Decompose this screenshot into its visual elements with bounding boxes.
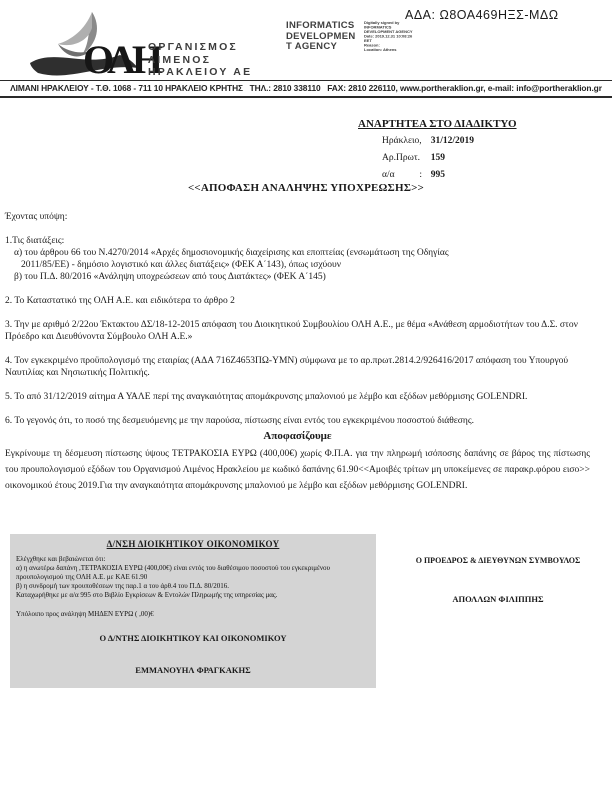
item-4: 4. Τον εγκεκριμένο προϋπολογισμό της εταιρίας (ΑΔΑ 716Ζ4653ΠΩ-ΥΜΝ) σύμφωνα με το αρ.πρωτ.2814.2/926416/2017 απόφαση του Υπουργού Ναυτιλίας και Νησιωτικής Πολιτικής.	[5, 356, 569, 378]
meta-row-city-date	[382, 136, 593, 153]
protocol-rows	[382, 136, 593, 187]
item-1a-line2: 2011/85/ΕΕ) - δημόσιο λογιστικό και άλλες διατάξεις» (ΦΕΚ Α΄143), όπως ισχύουν	[21, 260, 341, 270]
item-1a-line1: α) του άρθρου 66 του Ν.4270/2014 «Αρχές δημοσιονομικής διαχείρισης και εποπτείας (ενσωμάτωση της Οδηγίας	[14, 248, 449, 258]
finance-box-line: Ελέγχθηκε και βεβαιώνεται ότι:	[16, 555, 106, 563]
stamp-detail-line: Digitally signed by	[363, 20, 399, 25]
stamp-detail-line: Reason:	[363, 42, 380, 48]
stamp-detail-line: Date: 2019.12.31 10:08:26	[363, 33, 412, 39]
finance-box-line: προυπολογισμού της ΟΛΗ Α.Ε. με ΚΑΕ 61.90	[16, 573, 148, 581]
item-5: 5. Το από 31/12/2019 αίτημα Α ΥΑΛΕ περί της αναγκαιότητας απομάκρυνσης μπαλονιού με λέμβο και εξόδων μεθόρμισης GOLENDRI.	[5, 392, 528, 402]
stamp-agency-line: INFORMATICS	[286, 20, 355, 31]
stamp-signature-details	[364, 21, 415, 52]
organization-name-line: ΛΙΜΕΝΟΣ	[148, 53, 212, 66]
item-1-heading: 1.Τις διατάξεις:	[5, 236, 65, 246]
logo-acronym: ΟΛΗ	[83, 37, 159, 82]
president-name: ΑΠΟΛΛΩΝ ΦΙΛΙΠΠΗΣ	[452, 594, 544, 604]
stamp-agency-line: T AGENCY	[286, 41, 338, 52]
meta-value: 159	[430, 153, 445, 163]
organization-name	[148, 41, 252, 79]
stamp-detail-line: EET	[363, 38, 372, 43]
stamp-detail-line: Location: Athens	[363, 47, 397, 52]
meta-label: Ηράκλειο,	[382, 136, 422, 146]
stamp-agency-name	[286, 21, 356, 84]
remaining-balance-line: Υπόλοιπο προς ανάληψη ΜΗΔΕΝ ΕΥΡΩ ( ,00)€	[16, 610, 154, 618]
address-bar: ΛΙΜΑΝΙ ΗΡΑΚΛΕΙΟΥ - Τ.Θ. 1068 - 711 10 ΗΡΑΚΛΕΙΟ ΚΡΗΤΗΣ ΤΗΛ.: 2810 338110 FAX: 2810 226110, www.portheraklion.gr, e-mail: info@portheraklion.gr	[0, 80, 612, 98]
finance-box-line: α) η ανωτέρω δαπάνη ,ΤΕΤΡΑΚΟΣΙΑ ΕΥΡΩ (400,00€) είναι εντός του διαθέσιμου ποσοστού του εγκεκριμένου	[16, 564, 331, 572]
ada-code: ΑΔΑ: Ω8ΟΑ469ΗΞΣ-ΜΔΩ	[405, 8, 559, 22]
finance-box-line: Καταχωρήθηκε με α/α 995 στο Βιβλίο Εγκρίσεων & Εντολών Πληρωμής της υπηρεσίας μας.	[16, 591, 278, 599]
finance-box-line: β) η συνδρομή των προυποθέσεων της παρ.1 α του άρθ.4 του Π.Δ. 80/2016.	[16, 582, 229, 590]
meta-value: 31/12/2019	[430, 136, 475, 146]
protocol-meta-block	[358, 118, 593, 187]
port-authority-logo	[28, 10, 278, 82]
finance-directorate-box	[10, 534, 376, 688]
president-signature-block	[396, 556, 600, 604]
digital-signature-stamp	[286, 21, 466, 84]
meta-separator: :	[419, 170, 423, 180]
item-1b: β) του Π.Δ. 80/2016 «Ανάληψη υποχρεώσεων από τους Διατάκτες» (ΦΕΚ Α΄145)	[14, 272, 326, 282]
document-body	[5, 211, 590, 494]
organization-name-line: ΗΡΑΚΛΕΙΟΥ ΑΕ	[148, 66, 253, 78]
finance-director-title: Ο Δ/ΝΤΗΣ ΔΙΟΙΚΗΤΙΚΟΥ ΚΑΙ ΟΙΚΟΝΟΜΙΚΟΥ	[99, 633, 287, 643]
organization-name-line: ΟΡΓΑΝΙΣΜΟΣ	[148, 41, 238, 53]
publish-notice: ΑΝΑΡΤΗΤΕΑ ΣΤΟ ΔΙΑΔΙΚΤΥΟ	[358, 118, 517, 130]
document-title: <<ΑΠΟΦΑΣΗ ΑΝΑΛΗΨΗΣ ΥΠΟΧΡΕΩΣΗΣ>>	[187, 182, 425, 194]
stamp-detail-line: INFORMATICS	[363, 24, 391, 30]
stamp-detail-line: DEVELOPMENT AGENCY	[363, 29, 413, 34]
meta-value: 995	[430, 170, 445, 180]
meta-label: Αρ.Πρωτ.	[382, 153, 421, 163]
meta-row-protocol-number	[382, 153, 593, 170]
item-6: 6. Το γεγονός ότι, το ποσό της δεσμευόμενης με την παρούσα, πίστωσης είναι εντός του εγκεκριμένου ποσοστού διάθεσης.	[5, 416, 474, 426]
meta-label: α/α	[382, 170, 395, 180]
approval-paragraph: Εγκρίνουμε τη δέσμευση πίστωσης ύψους ΤΕΤΡΑΚΟΣΙΑ ΕΥΡΩ (400,00€) χωρίς Φ.Π.Α. για την πληρωμή ισόποσης δαπάνης σε βάρος της πίστωσης του προυπολογισμού εξόδων του Οργανισμού Λιμένος Ηρακλείου με κωδικό δαπάνης 61.90<<Αμοιβές τρίτων μη υποκείμενες σε παρακρ.φόρου εισο>> οικονομικού έτους 2019.Για την αναγκαιότητα απομάκρυνσης μπαλονιού με λέμβο και εξόδων μεθόρμισης GOLENDRI.	[5, 449, 590, 491]
item-3: 3. Την με αριθμό 2/22ου Έκτακτου ΔΣ/18-12-2015 απόφαση του Διοικητικού Συμβουλίου ΟΛΗ Α.Ε., με θέμα «Ανάθεση αρμοδιοτήτων του Δ.Σ. στον Πρόεδρο και Διευθύνοντα Σύμβουλο ΟΛΗ Α.Ε.»	[5, 320, 578, 342]
finance-box-verification	[16, 555, 370, 600]
stamp-agency-line: DEVELOPMEN	[286, 30, 356, 42]
finance-box-title: Δ/ΝΣΗ ΔΙΟΙΚΗΤΙΚΟΥ ΟΙΚΟΝΟΜΙΚΟΥ	[106, 539, 280, 549]
decision-heading: Αποφασίζουμε	[263, 430, 332, 442]
item-2: 2. Το Καταστατικό της ΟΛΗ Α.Ε. και ειδικότερα το άρθρο 2	[5, 296, 235, 306]
having-regard-intro: Έχοντας υπόψη:	[5, 212, 68, 222]
president-title: Ο ΠΡΟΕΔΡΟΣ & ΔΙΕΥΘΥΝΩΝ ΣΥΜΒΟΥΛΟΣ	[415, 556, 581, 565]
finance-director-name: ΕΜΜΑΝΟΥΗΛ ΦΡΑΓΚΑΚΗΣ	[135, 665, 251, 675]
